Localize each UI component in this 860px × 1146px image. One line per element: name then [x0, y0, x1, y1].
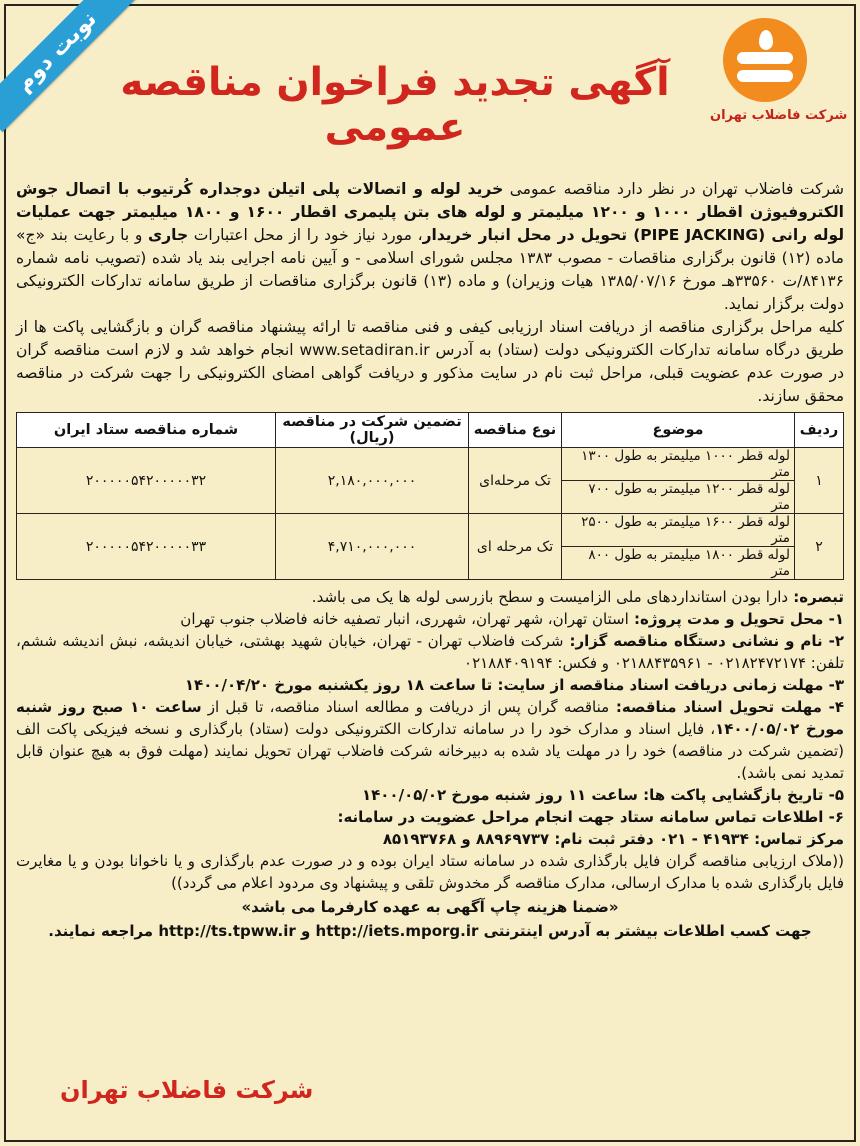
item-organizer: ۲- نام و نشانی دستگاه مناقصه گزار: شرکت فاضلاب تهران - تهران، خیابان شهید بهشتی، خیابان اندیشه، نبش اندیشه ششم، تلفن: ۰۲۱۸۲۴۷۲۱۷۴ - ۰۲۱۸۸۴۳۵۹۶۱ و فکس: ۰۲۱۸۸۴۰۹۱۹۴ — [16, 632, 844, 672]
signature-company-name: شرکت فاضلاب تهران — [60, 1076, 314, 1104]
tender-type: تک مرحله‌ای — [469, 448, 562, 514]
subject-item: لوله قطر ۱۶۰۰ میلیمتر به طول ۲۵۰۰ متر — [562, 514, 795, 547]
company-logo — [710, 18, 848, 138]
intro-paragraph: شرکت فاضلاب تهران در نظر دارد مناقصه عمومی خرید لوله و اتصالات پلی اتیلن دوجداره کُرتیوب با اتصال جوش الکتروفیوژن اقطار ۱۰۰۰ و ۱۲۰۰ میلیمتر و لوله های بتن پلیمری اقطار ۱۶۰۰ و ۱۸۰۰ میلیمتر جهت عملیات لوله رانی (PIPE JACKING) تحویل در محل انبار خریدار، مورد نیاز خود را از محل اعتبارات جاری و با رعایت بند «ج» ماده (۱۲) قانون برگزاری مناقصات - مصوب ۱۳۸۳ مجلس شورای اسلامی - و آیین نامه اجرایی بند یاد شده (تصویب نامه شماره ۸۴۱۳۶/ت ۳۳۵۶۰هـ مورخ ۱۳۸۵/۰۷/۱۶ هیات وزیران) و ماده (۱۳) قانون برگزاری مناقصات از طریق سامانه تدارکات الکترونیکی دولت برگزار نماید. — [16, 180, 845, 313]
tender-table — [16, 412, 844, 580]
contact-numbers: مرکز تماس: ۴۱۹۳۴ - ۰۲۱ دفتر ثبت نام: ۸۸۹۶۹۷۳۷ و ۸۵۱۹۳۷۶۸ — [382, 830, 844, 848]
tender-type: تک مرحله ای — [469, 514, 562, 580]
table-row — [17, 514, 844, 547]
more-info-line: جهت کسب اطلاعات بیشتر به آدرس اینترنتی http://iets.mporg.ir و http://ts.tpww.ir مراجعه نمایند. — [48, 922, 812, 940]
guarantee-amount: ۲,۱۸۰,۰۰۰,۰۰۰ — [276, 448, 469, 514]
note: تبصره: دارا بودن استانداردهای ملی الزامیست و سطح بازرسی لوله ها یک می باشد. — [311, 588, 844, 606]
advertisement-body — [16, 178, 844, 942]
tender-number: ۲۰۰۰۰۰۵۴۲۰۰۰۰۰۳۲ — [17, 448, 276, 514]
tender-number: ۲۰۰۰۰۰۵۴۲۰۰۰۰۰۳۳ — [17, 514, 276, 580]
col-header-type: نوع مناقصه — [469, 413, 562, 448]
col-header-subject: موضوع — [562, 413, 795, 448]
subject-item: لوله قطر ۱۲۰۰ میلیمتر به طول ۷۰۰ متر — [562, 481, 795, 514]
col-header-row: ردیف — [795, 413, 844, 448]
item-contact-info: ۶- اطلاعات تماس سامانه ستاد جهت انجام مراحل عضویت در سامانه: — [337, 808, 844, 826]
row-number: ۱ — [795, 448, 844, 514]
subject-item: لوله قطر ۱۰۰۰ میلیمتر به طول ۱۳۰۰ متر — [562, 448, 795, 481]
item-document-deadline: ۳- مهلت زمانی دریافت اسناد مناقصه از سایت: تا ساعت ۱۸ روز یکشنبه مورخ ۱۴۰۰/۰۴/۲۰ — [184, 676, 844, 694]
print-cost-note: «ضمنا هزینه چاپ آگهی به عهده کارفرما می باشد» — [241, 898, 619, 916]
table-row — [17, 448, 844, 481]
evaluation-criteria: ((ملاک ارزیابی مناقصه گران فایل بارگذاری شده در سامانه ستاد ایران بوده و در صورت عدم بارگذاری و یا ناخوانا بودن و یا مغایرت فایل بارگذاری شده با مدارک ارسالی، مدارک مناقصه گر مخدوش تلقی و پیشنهاد وی مردود اعلام می گردد)) — [16, 852, 844, 892]
guarantee-amount: ۴,۷۱۰,۰۰۰,۰۰۰ — [276, 514, 469, 580]
col-header-number: شماره مناقصه ستاد ایران — [17, 413, 276, 448]
row-number: ۲ — [795, 514, 844, 580]
col-header-guarantee: تضمین شرکت در مناقصه (ریال) — [276, 413, 469, 448]
procedure-paragraph: کلیه مراحل برگزاری مناقصه از دریافت اسناد ارزیابی کیفی و فنی مناقصه تا ارائه پیشنهاد مناقصه گران و بازگشایی پاکت ها از طریق درگاه سامانه تدارکات الکترونیکی دولت (ستاد) به آدرس www.setadiran.ir انجام خواهد شد و لازم است مناقصه گران در صورت عدم عضویت قبلی، مراحل ثبت نام در سایت مذکور و دریافت گواهی امضای الکترونیکی را جهت شرکت در مناقصه محقق سازند. — [16, 318, 845, 405]
page-title: آگهی تجدید فراخوان مناقصه عمومی — [120, 60, 670, 150]
subject-item: لوله قطر ۱۸۰۰ میلیمتر به طول ۸۰۰ متر — [562, 547, 795, 580]
item-submission-deadline: ۴- مهلت تحویل اسناد مناقصه: مناقصه گران پس از دریافت و مطالعه اسناد مناقصه، تا قبل از ساعت ۱۰ صبح روز شنبه مورخ ۱۴۰۰/۰۵/۰۲، فایل اسناد و مدارک خود را در سامانه تدارکات الکترونیکی دولت (ستاد) بارگذاری و نسخه فیزیکی پاکت الف (تضمین شرکت در مناقصه) خود را در مهلت یاد شده به دبیرخانه شرکت فاضلاب تهران تحویل نمایند (مهلت فوق به هیچ عنوان قابل تمدید نمی باشد). — [16, 698, 844, 782]
item-delivery: ۱- محل تحویل و مدت پروژه: استان تهران، شهر تهران، شهرری، انبار تصفیه خانه فاضلاب جنوب تهران — [180, 610, 844, 628]
logo-mark-icon — [723, 18, 807, 102]
item-opening-date: ۵- تاریخ بازگشایی پاکت ها: ساعت ۱۱ روز شنبه مورخ ۱۴۰۰/۰۵/۰۲ — [361, 786, 844, 804]
corner-ribbon: نوبت دوم — [0, 0, 137, 132]
logo-company-name: شرکت فاضلاب تهران — [710, 108, 848, 123]
